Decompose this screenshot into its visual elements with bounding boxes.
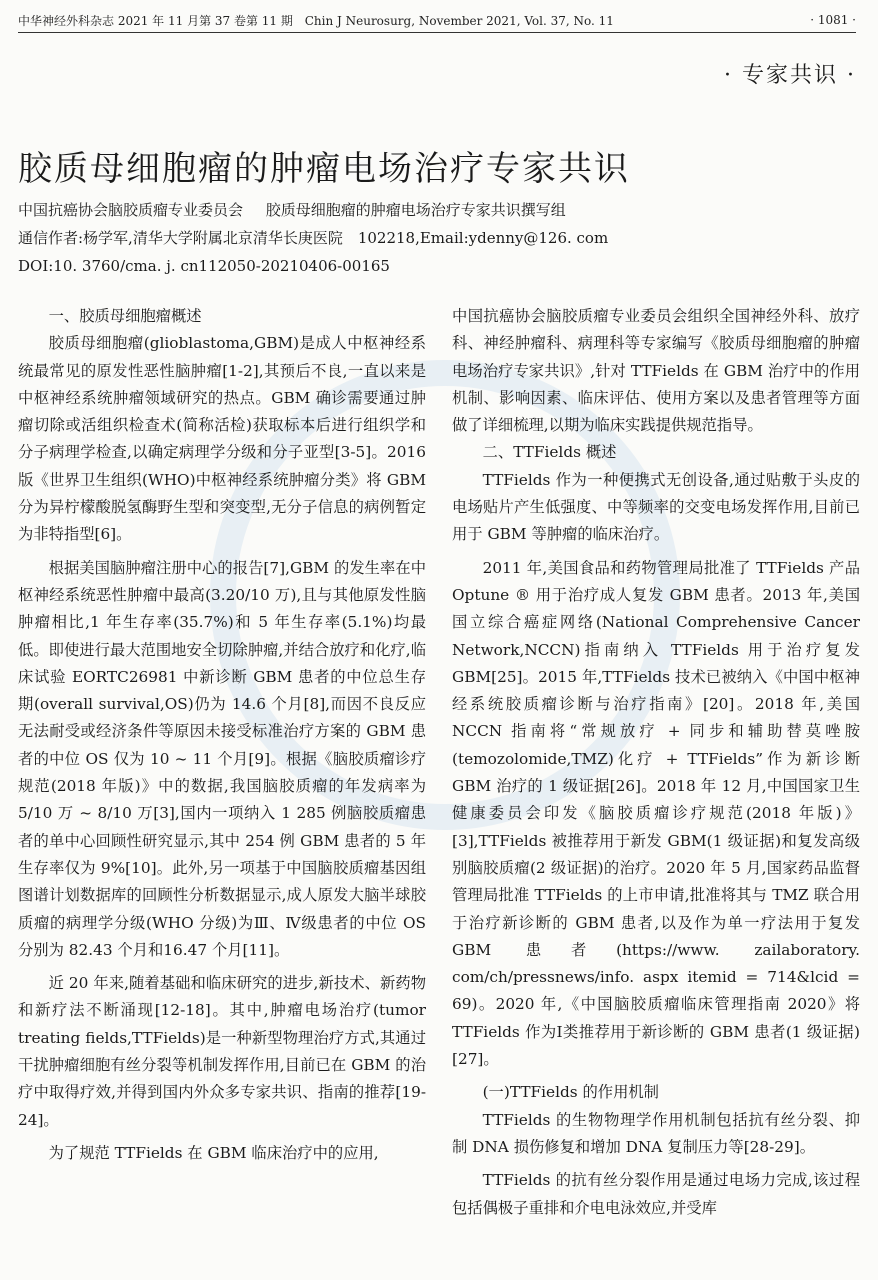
page-number: · 1081 · [810, 13, 856, 27]
section-heading: 一、胶质母细胞瘤概述 [48, 307, 202, 325]
subsection-heading: (一)TTFields 的作用机制 [482, 1083, 659, 1102]
paragraph: TTFields 作为一种便携式无创设备,通过贴敷于头皮的电场贴片产生低强度、中等频率的交变电场发挥作用,目前已用于 GBM 等肿瘤的临床治疗。 [452, 470, 860, 544]
journal-en: Chin J Neurosurg, November 2021, Vol. 37, No. 11 [304, 13, 614, 28]
paragraph: 根据美国脑肿瘤注册中心的报告[7],GBM 的发生率在中枢神经系统恶性肿瘤中最高(3.20/10 万),且与其他原发性脑肿瘤相比,1 年生存率(35.7%)和 5 年生存率(5.1%)均最低。即使进行最大范围地安全切除肿瘤,并结合放疗和化疗,临床试验 EORTC26981 中新诊断 GBM 患者的中位总生存期(overall survival,OS)仍为 14.6 个月[8],而因不良反应无法耐受或经济条件等原因未接受标准治疗方案的 GBM 患者的中位 OS 仅为 10 ~ 11 个月[9]。根据《脑胶质瘤诊疗规范(2018 年版)》中的数据,我国脑胶质瘤的年发病率为 5/10 万 ~ 8/10 万[3],国内一项纳入 1 285 例脑胶质瘤患者的单中心回顾性研究显示,其中 254 例 GBM 患者的 5 年生存率仅为 9%[10]。此外,另一项基于中国脑胶质瘤基因组图谱计划数据库的回顾性分析数据显示,成人原发大脑半球胶质瘤的病理学分级(WHO 分级)为Ⅲ、Ⅳ级患者的中位 OS 分别为 82.43 个月和16.47 个月[11]。 [18, 558, 426, 959]
doi: DOI:10. 3760/cma. j. cn112050-20210406-00165 [18, 257, 390, 275]
left-column [18, 303, 426, 1222]
paragraph-continued: 中国抗癌协会脑胶质瘤专业委员会组织全国神经外科、放疗科、神经肿瘤科、病理科等专家编写《胶质母细胞瘤的肿瘤电场治疗专家共识》,针对 TTFields 在 GBM 治疗中的作用机制、影响因素、临床评估、使用方案以及患者管理等方面做了详细梳理,以期为临床实践提供规范指导。 [452, 307, 860, 435]
header-rule [18, 32, 856, 33]
paragraph: 近 20 年来,随着基础和临床研究的进步,新技术、新药物和新疗法不断涌现[12-18]。其中,肿瘤电场治疗(tumor treating fields,TTFields)是一种新型物理治疗方式,其通过干扰肿瘤细胞有丝分裂等机制发挥作用,目前已在 GBM 的治疗中取得疗效,并得到国内外众多专家共识、指南的推荐[19-24]。 [18, 974, 426, 1129]
article-meta [18, 196, 608, 280]
correspondence: 通信作者:杨学军,清华大学附属北京清华长庚医院 102218,Email:ydenny@126. com [18, 229, 609, 247]
paragraph: TTFields 的生物物理学作用机制包括抗有丝分裂、抑制 DNA 损伤修复和增加 DNA 复制压力等[28-29]。 [452, 1110, 860, 1156]
author-org-2: 胶质母细胞瘤的肿瘤电场治疗专家共识撰写组 [265, 201, 566, 219]
paragraph: 为了规范 TTFields 在 GBM 临床治疗中的应用, [48, 1143, 379, 1162]
paragraph: 胶质母细胞瘤(glioblastoma,GBM)是成人中枢神经系统最常见的原发性恶性脑肿瘤[1-2],其预后不良,一直以来是中枢神经系统肿瘤领域研究的热点。GBM 确诊需要通过肿瘤切除或活组织检查术(简称活检)获取标本后进行组织学和分子病理学检查,以确定病理学分级和分子亚型[3-5]。2016 版《世界卫生组织(WHO)中枢神经系统肿瘤分类》将 GBM 分为异柠檬酸脱氢酶野生型和突变型,无分子信息的病例暂定为非特指型[6]。 [18, 334, 426, 544]
article-title: 胶质母细胞瘤的肿瘤电场治疗专家共识 [18, 148, 630, 189]
right-column [452, 303, 860, 1222]
section-label: · 专家共识 · [724, 63, 856, 88]
body-columns [18, 303, 860, 1222]
author-line [18, 196, 608, 224]
section-heading: 二、TTFields 概述 [482, 443, 617, 462]
paragraph: 2011 年,美国食品和药物管理局批准了 TTFields 产品 Optune ® 用于治疗成人复发 GBM 患者。2013 年,美国国立综合癌症网络(National Comprehensive Cancer Network,NCCN)指南纳入 TTFields 用于治疗复发 GBM[25]。2015 年,TTFields 技术已被纳入《中国中枢神经系统胶质瘤诊断与治疗指南》[20]。2018 年,美国 NCCN 指南将“常规放疗 + 同步和辅助替莫唑胺(temozolomide,TMZ)化疗 + TTFields”作为新诊断 GBM 治疗的 1 级证据[26]。2018 年 12 月,中国国家卫生健康委员会印发《脑胶质瘤诊疗规范(2018 年版)》[3],TTFields 被推荐用于新发 GBM(1 级证据)和复发高级别脑胶质瘤(2 级证据)的治疗。2020 年 5 月,国家药品监督管理局批准 TTFields 的上市申请,批准将其与 TMZ 联合用于治疗新诊断的 GBM 患者,以及作为单一疗法用于复发 GBM 患者(https://www. zailaboratory. com/ch/pressnews/info. aspx itemid = 714&lcid = 69)。2020 年,《中国脑胶质瘤临床管理指南 2020》将 TTFields 作为Ⅰ类推荐用于新诊断的 GBM 患者(1 级证据)[27]。 [452, 558, 860, 1069]
running-header [18, 10, 856, 30]
paragraph: TTFields 的抗有丝分裂作用是通过电场力完成,该过程包括偶极子重排和介电电泳效应,并受库 [452, 1171, 860, 1217]
journal-cn: 中华神经外科杂志 2021 年 11 月第 37 卷第 11 期 [18, 13, 293, 28]
author-org-1: 中国抗癌协会脑胶质瘤专业委员会 [18, 201, 244, 219]
